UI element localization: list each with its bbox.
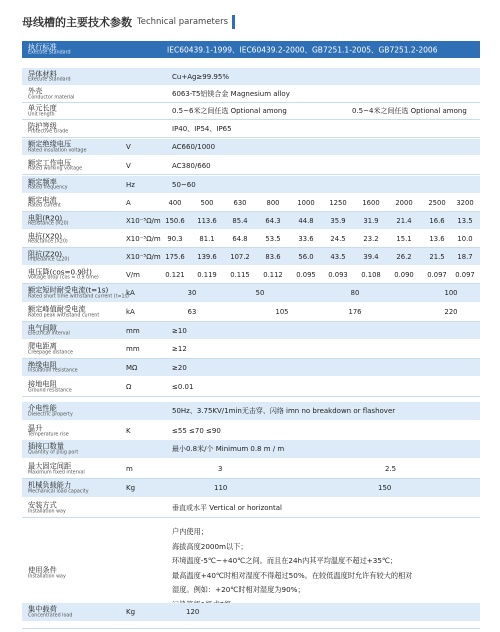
row-value: Cu+Ag≥99.95% — [172, 72, 229, 81]
row-unit-length: 单元长度 Unit length 0.5~6米之间任选 Optional among 0.5~4米之间任选 Optional among — [22, 103, 480, 120]
row-plug-ports: 插接口数量 Quantity of plug port 最小0.8米/个 Minimum 0.8 m / m — [22, 440, 480, 458]
row-value: 0.5~6米之间任选 Optional among — [172, 107, 287, 115]
title-cn: 母线槽的主要技术参数 — [22, 16, 132, 29]
row-creepage: 爬电距离 Creepage distance mm ≥12 — [22, 340, 480, 359]
page-title — [22, 12, 235, 32]
row-value: IEC60439.1-1999、IEC60439.2-2000、GB7251.1-2005、GB7251.2-2006 — [167, 45, 438, 54]
row-conductor: 导体材料 Execute Standard Cu+Ag≥99.95% — [22, 68, 480, 85]
row-voltage-drop: 电压降(cos=0.9时) Voltage drop (cos = 0.9 time) V/m 0.121 0.119 0.115 0.112 0.095 0.093 0.108 0.090 0.097 0.097 — [22, 266, 480, 284]
row-value: 50~60 — [172, 180, 196, 189]
row-resistance: 电阻(R20) Resistance (R20) X10⁻⁵Ω/m 150.6 113.6 85.4 64.3 44.8 35.9 31.9 21.4 16.6 13.5 — [22, 212, 480, 229]
row-peak-current: 额定峰值耐受电流 Rated peak withstand current kA 63 105 176 220 — [22, 303, 480, 322]
row-short-time-current: 额定短时耐受电流(t=1s) Rated short time withstand current (t=1s) kA 30 50 80 100 — [22, 284, 480, 302]
title-en: Technical parameters — [137, 17, 229, 27]
row-shell: 外壳 Conductor material 6063-T5铝镁合金 Magnesium alloy — [22, 86, 480, 103]
row-working-voltage: 额定工作电压 Rated working voltage V AC380/660 — [22, 157, 480, 175]
row-dielectric: 介电性能 Dielectric property 50Hz、3.75KV/1min无击穿、闪络 imn no breakdown or flashover — [22, 402, 480, 420]
row-ground-resistance: 接地电阻 Ground resistance Ω ≤0.01 — [22, 378, 480, 397]
row-concentrated-load: 集中载荷 Concentrated load Kg 120 — [22, 603, 480, 621]
row-value: 0.5~4米之间任选 Optional among — [352, 107, 467, 115]
row-rated-current: 额定电流 Rated current A 400 500 630 800 1000 1250 1600 2000 2500 3200 — [22, 194, 480, 212]
row-impedance: 阻抗(Z20) Impedance (Z20) X10⁻⁵Ω/m 175.6 139.6 107.2 83.6 56.0 43.5 39.4 26.2 21.5 18.7 — [22, 248, 480, 265]
row-conditions: 使用条件 Installation way 户内使用； 海拔高度2000m以下； 环境温度-5℃~+40℃之间。而且在24h内其平均温度不超过+35℃； 最高温度+40℃时相对湿度不得超过50%。在较低温度时允许有较大的相对 湿度。例如：+20℃时相对湿度为90%； — [22, 518, 480, 629]
row-frequency: 额定频率 Rated frequency Hz 50~60 — [22, 176, 480, 193]
row-reactance: 电抗(X20) Reactance (X20) X10⁻⁵Ω/m 90.3 81.1 64.8 53.5 33.6 24.5 23.2 15.1 13.6 10.0 — [22, 230, 480, 248]
row-fixed-interval: 最大固定间距 Maximum fixed interval m 3 2.5 — [22, 460, 480, 479]
row-temperature-rise: 温升 Temperature rise K ≤55 ≤70 ≤90 — [22, 422, 480, 441]
row-value: AC380/660 — [172, 161, 211, 170]
title-accent-bar — [232, 15, 235, 29]
row-insulation-voltage: 额定绝缘电压 Rated insulation voltage V AC660/1000 — [22, 139, 480, 155]
row-value: IP40、IP54、IP65 — [172, 124, 232, 133]
row-electrical-interval: 电气间隙 Electrical interval mm ≥10 — [22, 322, 480, 339]
row-value: AC660/1000 — [172, 143, 216, 151]
row-label: 执行标准 Execute Standard — [28, 42, 71, 56]
row-installation: 安装方式 Installation way 垂直或水平 Vertical or horizontal — [22, 499, 480, 518]
row-value: 6063-T5铝镁合金 Magnesium alloy — [172, 90, 290, 98]
row-standard — [22, 41, 480, 58]
conditions-notes: 户内使用； 海拔高度2000m以下； 环境温度-5℃~+40℃之间。而且在24h内其平均温度不超过+35℃； 最高温度+40℃时相对湿度不得超过50%。在较低温度时允许有较大的相对 湿度。例如：+20℃时相对湿度为90%； — [172, 527, 413, 594]
row-mechanical-load: 机械负载能力 Mechanical load capacity Kg 110 150 — [22, 479, 480, 497]
row-insulation-resistance: 绝缘电阻 Insulation resistance MΩ ≥20 — [22, 359, 480, 376]
row-protection: 防护等级 Protective Grade IP40、IP54、IP65 — [22, 120, 480, 138]
